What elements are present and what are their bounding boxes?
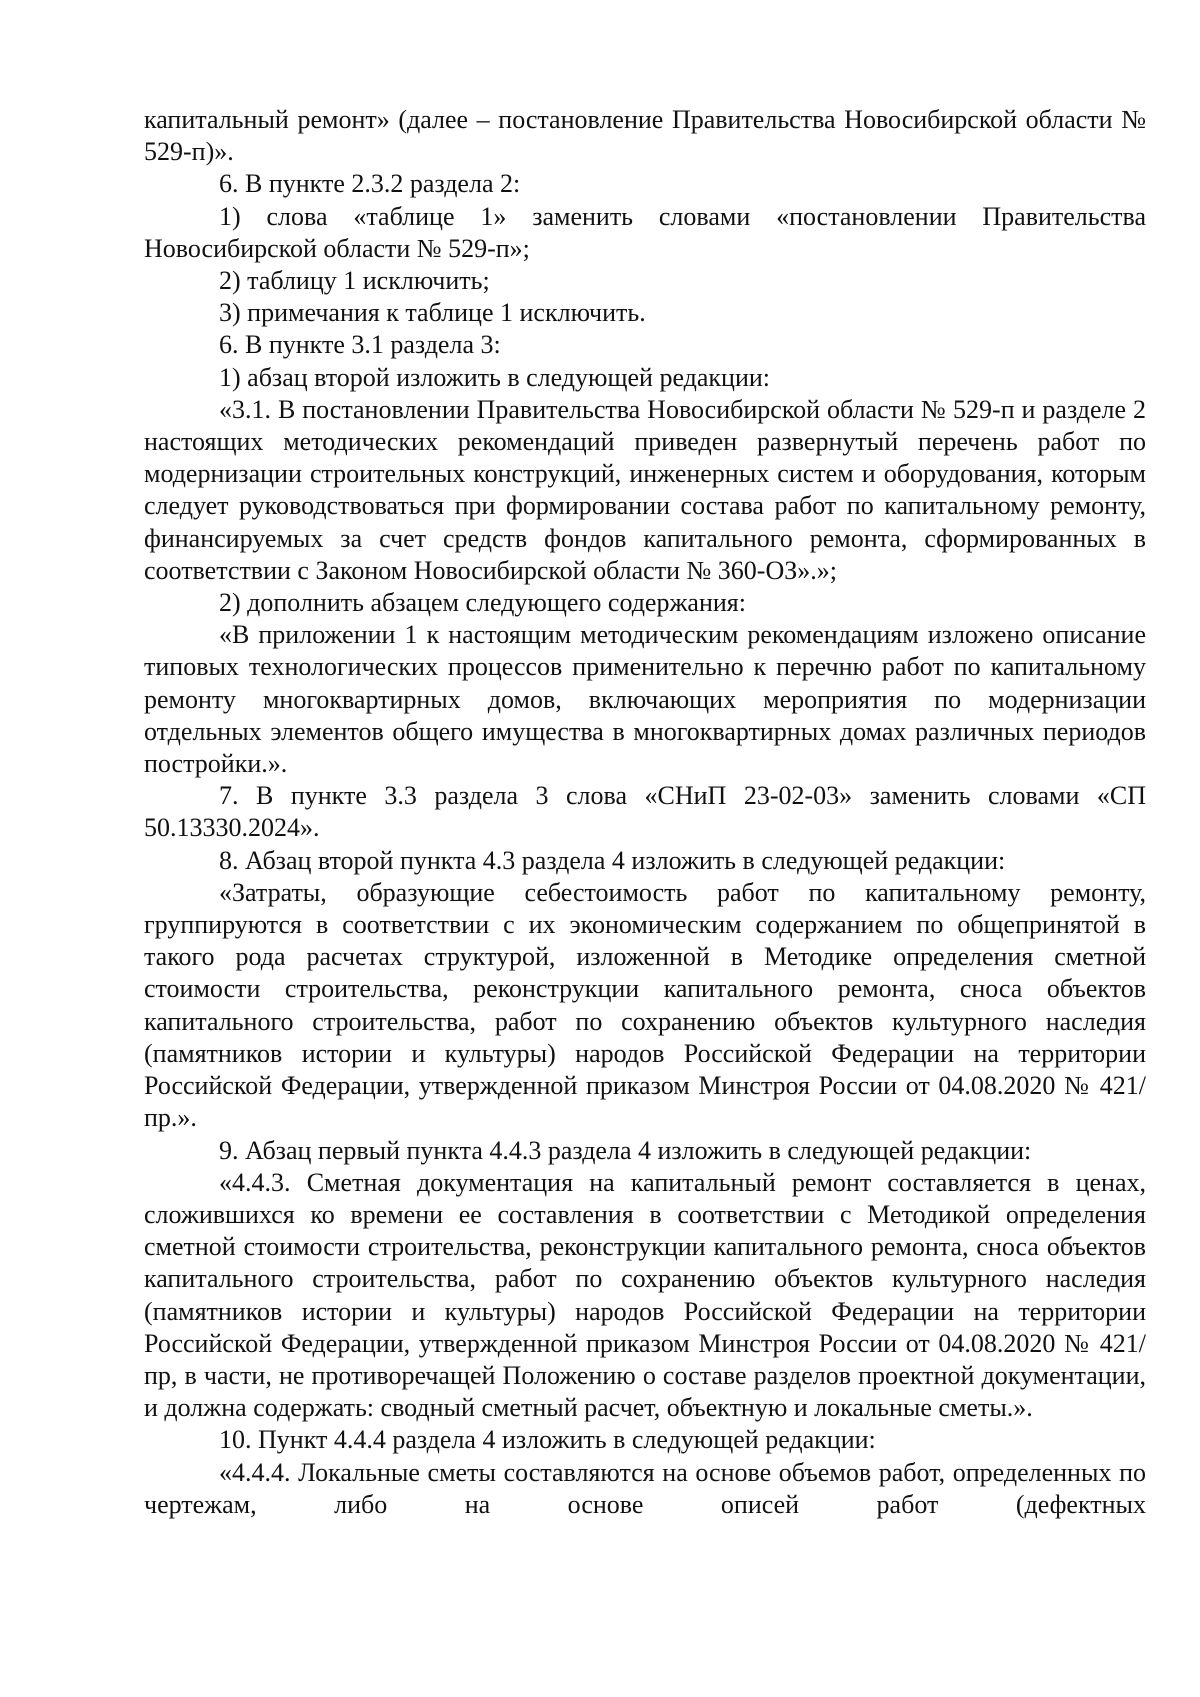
paragraph-quote-costs: «Затраты, образующие себестоимость работ по капитальному ремонту, группируются в соответствии с их экономическим содержанием по общепринятой в такого рода расчетах структурой, изложенной в Методике определения сметной стоимости строительства, реконструкции капитального ремонта, сноса объектов капитального строительства, работ по сохранению объектов культурного наследия (памятников истории и культуры) народов Российской Федерации на территории Российской Федерации, утвержденной приказом Минстроя России от 04.08.2020 № 421/пр.». [144,877,1146,1133]
paragraph-quote-3-1: «3.1. В постановлении Правительства Новосибирской области № 529-п и разделе 2 настоящих методических рекомендаций приведен развернутый перечень работ по модернизации строительных конструкций, инженерных систем и оборудования, которым следует руководствоваться при формировании состава работ по капитальному ремонту, финансируемых за счет средств фондов капитального ремонта, сформированных в соответствии с Законом Новосибирской области № 360-ОЗ».»; [144,394,1146,585]
paragraph-subitem-2: 2) таблицу 1 исключить; [219,266,490,296]
paragraph-quote-appendix-1: «В приложении 1 к настоящим методическим рекомендациям изложено описание типовых технологических процессов применительно к перечню работ по капитальному ремонту многоквартирных домов, включающих мероприятия по модернизации отдельных элементов общего имущества в многоквартирных домах различных периодов постройки.». [144,620,1146,779]
paragraph-item-9: 9. Абзац первый пункта 4.4.3 раздела 4 изложить в следующей редакции: [219,1135,1032,1165]
paragraph-subitem-1-abzac: 1) абзац второй изложить в следующей редакции: [219,362,771,392]
document-page [144,104,1146,1521]
paragraph-subitem-1: 1) слова «таблице 1» заменить словами «постановлении Правительства Новосибирской области № 529-п»; [144,201,1146,263]
paragraph-quote-4-4-4: «4.4.4. Локальные сметы составляются на основе объемов работ, определенных по чертежам, либо на основе описей работ (дефектных [144,1457,1146,1519]
paragraph-item-7: 7. В пункте 3.3 раздела 3 слова «СНиП 23-02-03» заменить словами «СП 50.13330.2024». [144,781,1146,843]
paragraph-subitem-3: 3) примечания к таблице 1 исключить. [219,298,646,328]
paragraph-item-6-3-1: 6. В пункте 3.1 раздела 3: [219,330,501,360]
paragraph-item-8: 8. Абзац второй пункта 4.3 раздела 4 изложить в следующей редакции: [219,845,1006,875]
paragraph-item-10: 10. Пункт 4.4.4 раздела 4 изложить в следующей редакции: [219,1425,876,1455]
paragraph-continuation: капитальный ремонт» (далее – постановление Правительства Новосибирской области № 529-п)». [144,105,1146,167]
paragraph-subitem-2-add: 2) дополнить абзацем следующего содержания: [219,588,746,618]
paragraph-item-6-2-3-2: 6. В пункте 2.3.2 раздела 2: [219,169,521,199]
paragraph-quote-4-4-3: «4.4.3. Сметная документация на капитальный ремонт составляется в ценах, сложившихся ко времени ее составления в соответствии с Методикой определения сметной стоимости строительства, реконструкции капитального ремонта, сноса объектов капитального строительства, работ по сохранению объектов культурного наследия (памятников истории и культуры) народов Российской Федерации на территории Российской Федерации, утвержденной приказом Минстроя России от 04.08.2020 № 421/пр, в части, не противоречащей Положению о составе разделов проектной документации, и должна содержать: сводный сметный расчет, объектную и локальные сметы.». [144,1167,1146,1423]
